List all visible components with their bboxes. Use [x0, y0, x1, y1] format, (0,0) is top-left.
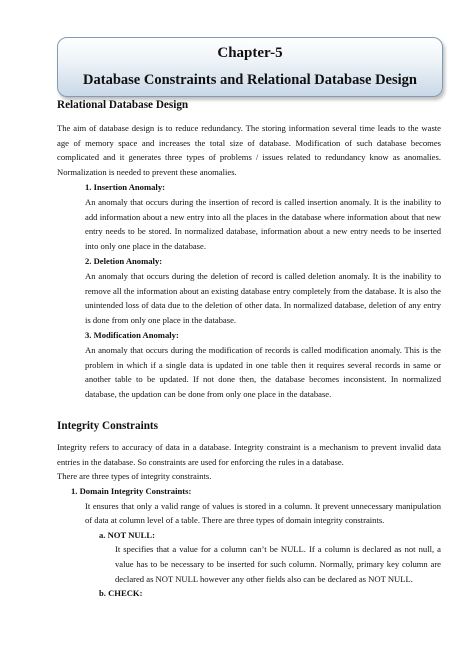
item-heading-domain-integrity: 1. Domain Integrity Constraints:: [71, 486, 192, 497]
chapter-number: Chapter-5: [217, 45, 283, 61]
item-paragraph-modification: An anomaly that occurs during the modification of records is called modification anomaly. This is the problem in which if a single data is updated in one table then it requires several records in same or another table to be updated. If not done then, the database becomes inconsistent. In normalized database, the updation can be done from only one place in the database.: [85, 344, 441, 399]
item-paragraph-domain-integrity: It ensures that only a valid range of values is stored in a column. It prevent unnecessary manipulation of data at column level of a table. There are three types of domain integrity constraints.: [85, 500, 441, 526]
integrity-types-line: There are three types of integrity constraints.: [57, 471, 212, 482]
integrity-intro-paragraph: Integrity refers to accuracy of data in a database. Integrity constraint is a mechanism to prevent invalid data entries in the database. So constraints are used for enforcing the rules in a database.: [57, 442, 441, 467]
item-paragraph-insertion: An anomaly that occurs during the insertion of record is called insertion anomaly. It is the inability to add information about a new entry into all the places in the database where information about that new entry needs to be stored. In normalized database, information about a new entry needs to be inserted into only one place in the database.: [85, 196, 441, 251]
section-intro-paragraph: The aim of database design is to reduce redundancy. The storing information several time leads to the waste age of memory space and increases the total size of database. Modification of such database becomes complicated and it generates three types of problems / issues related to redundancy know as anomalies. Normalization is needed to prevent these anomalies.: [57, 123, 441, 177]
document-body: [57, 98, 441, 601]
item-heading-modification: 3. Modification Anomaly:: [85, 330, 179, 341]
subitem-paragraph-not-null: It specifies that a value for a column can’t be NULL. If a column is declared as not null, a value has to be necessary to be inserted for such column. Normally, primary key column are declared as NOT NULL however any other fields also can be declared as NOT NULL.: [115, 544, 441, 584]
subitem-heading-check: b. CHECK:: [99, 588, 143, 599]
chapter-title: Database Constraints and Relational Database Design: [83, 72, 417, 88]
chapter-banner: [57, 37, 443, 97]
subitem-heading-not-null: a. NOT NULL:: [99, 529, 155, 540]
item-heading-insertion: 1. Insertion Anomaly:: [85, 182, 165, 193]
section-heading-relational-design: Relational Database Design: [57, 99, 189, 111]
item-heading-deletion: 2. Deletion Anomaly:: [85, 256, 163, 267]
section-heading-integrity: Integrity Constraints: [57, 420, 158, 433]
item-paragraph-deletion: An anomaly that occurs during the deletion of record is called deletion anomaly. It is the inability to remove all the information about an existing database entry completely from the database. It is also the unintended loss of data due to the deletion of other data. In normalized database, deletion of any entry is done from only one place in the database.: [85, 270, 441, 325]
